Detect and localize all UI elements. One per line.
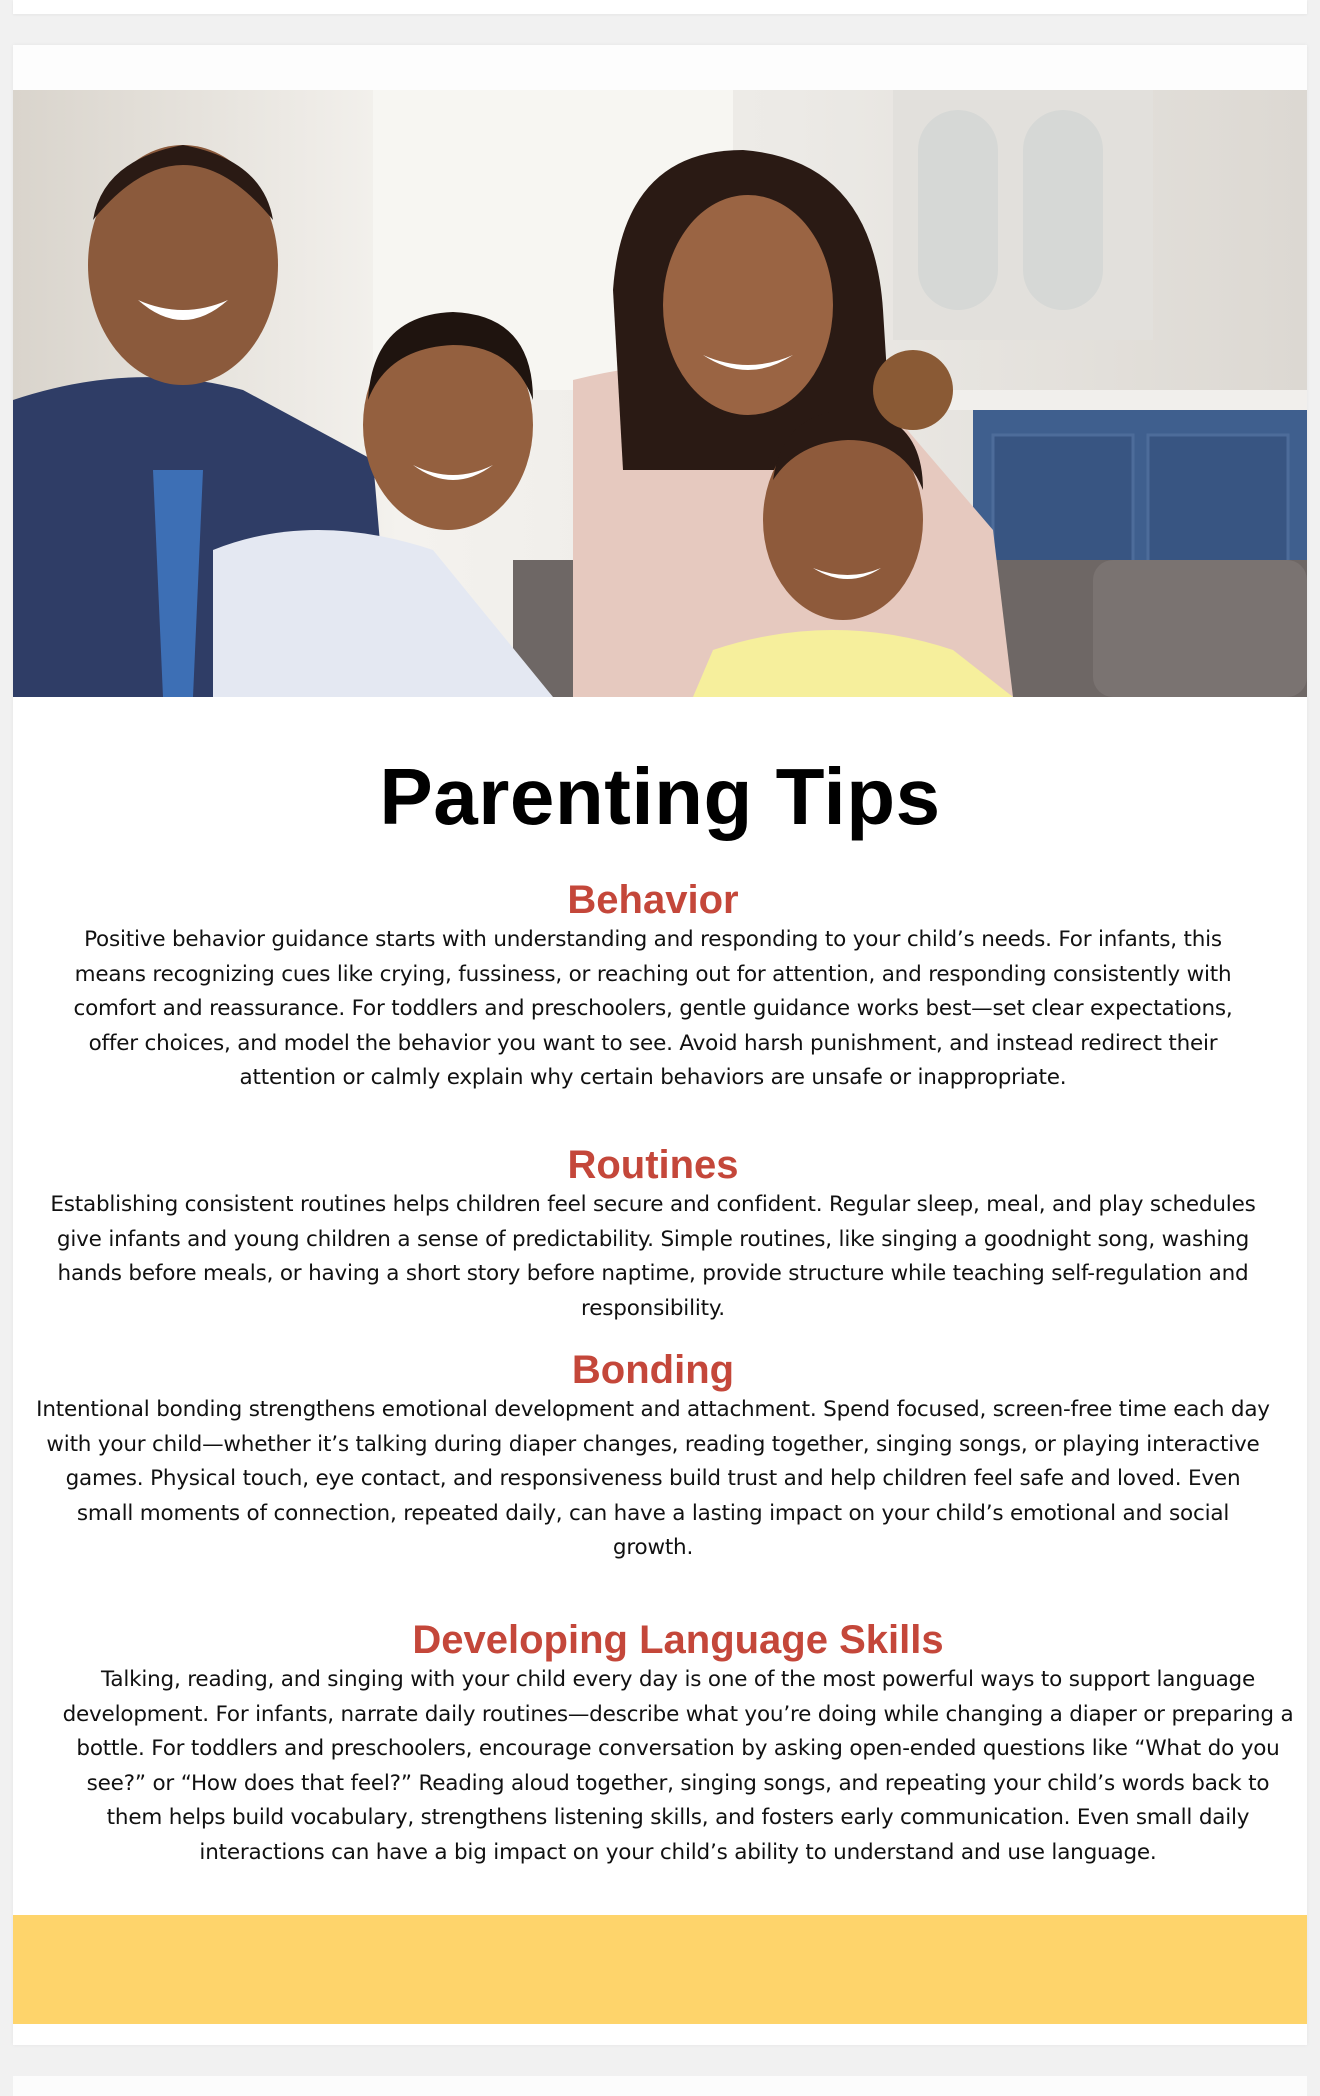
page-title: Parenting Tips [379,752,941,841]
section-routines [35,1142,1271,1326]
section-bonding [35,1347,1271,1566]
section-heading: Routines [567,1143,739,1187]
article-content [13,697,1307,2045]
footer-band [13,1915,1307,2024]
section-body: Talking, reading, and singing with your child every day is one of the most powerful ways to support language development. For infants, narrate daily routines—describe what you’re doing while changing a diaper or preparing a bottle. For toddlers and preschoolers, encourage conversation by asking open-ended questions like “What do you see?” or “How does that feel?” Reading aloud together, singing songs, and repeating your child’s words back to them helps build vocabulary, strengthens listening skills, and fosters early communication. Even small daily interactions can have a big impact on your child’s ability to understand and use language. [62,1667,1294,1865]
section-language-skills [58,1617,1298,1871]
previous-card-edge [13,0,1307,14]
next-card-edge [13,2076,1307,2096]
section-body: Intentional bonding strengthens emotional development and attachment. Spend focused, screen-free time each day with your child—whether it’s talking during diaper changes, reading together, singing songs, or playing interactive games. Physical touch, eye contact, and responsiveness build trust and help children feel safe and loved. Even small moments of connection, repeated daily, can have a lasting impact on your child’s emotional and social growth. [36,1397,1270,1561]
section-heading: Bonding [571,1348,735,1392]
section-body: Establishing consistent routines helps children feel secure and confident. Regular sleep, meal, and play schedules give infants and young children a sense of predictability. Simple routines, like singing a goodnight song, washing hands before meals, or having a short story before naptime, provide structure while teaching self-regulation and responsibility. [50,1192,1256,1321]
section-body: Positive behavior guidance starts with understanding and responding to your child’s needs. For infants, this means recognizing cues like crying, fussiness, or reaching out for attention, and responding consistently with comfort and reassurance. For toddlers and preschoolers, gentle guidance works best—set clear expectations, offer choices, and model the behavior you want to see. Avoid harsh punishment, and instead redirect their attention or calmly explain why certain behaviors are unsafe or inappropriate. [73,927,1233,1091]
parenting-tips-card [13,45,1307,2045]
family-photo [13,90,1307,697]
section-behavior [43,877,1263,1096]
section-heading: Developing Language Skills [412,1618,944,1662]
section-heading: Behavior [567,878,739,922]
family-photo-illustration [13,90,1307,697]
